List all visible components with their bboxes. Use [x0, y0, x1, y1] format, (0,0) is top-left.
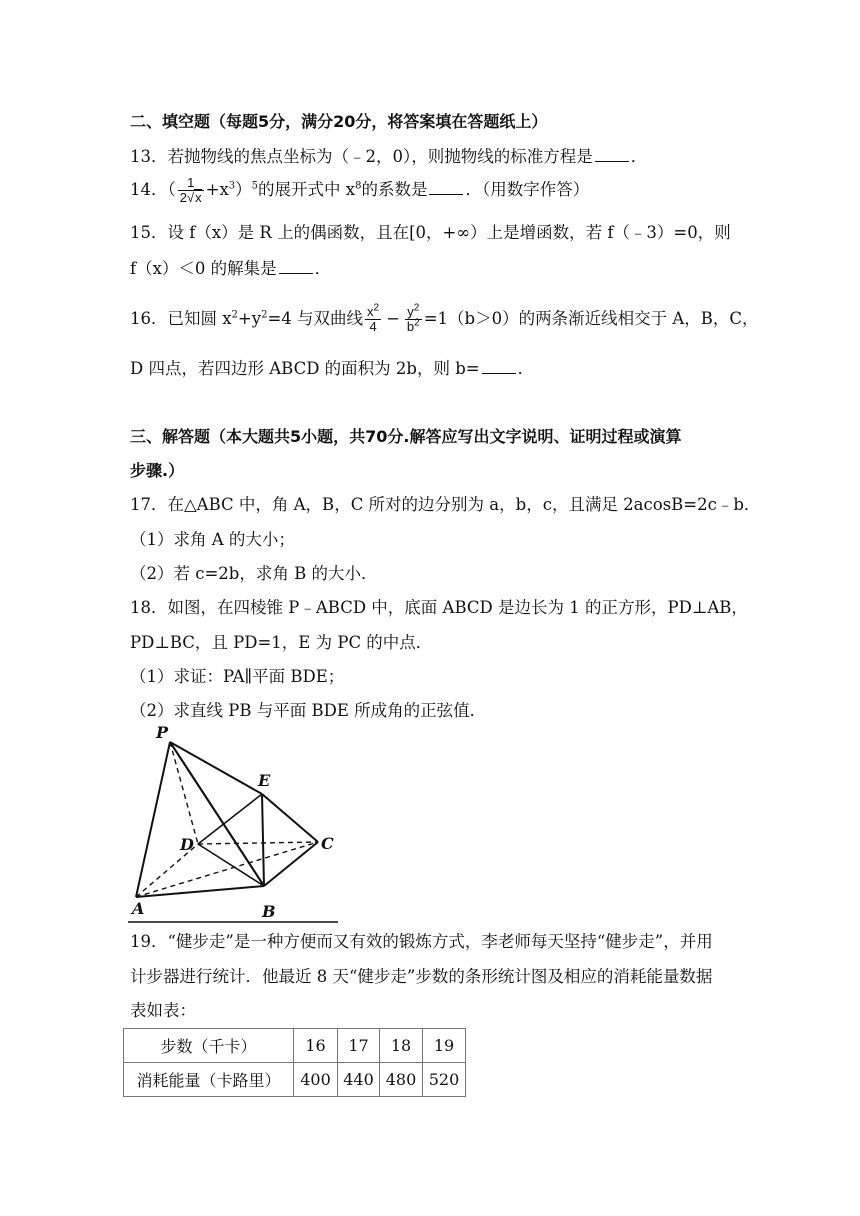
table-cell: 16	[294, 1029, 338, 1063]
q16-f2-den-exp: 2	[414, 317, 420, 329]
edge-EC	[262, 794, 318, 842]
edge-DC	[198, 842, 318, 844]
answer-blank	[429, 178, 463, 195]
q16-f2-num-var: y	[407, 304, 414, 319]
edge-DE	[198, 794, 262, 844]
question-18-stem2: PD⊥BC，且 PD=1，E 为 PC 的中点．	[130, 633, 433, 652]
question-16-line2	[130, 357, 534, 380]
q14-mid-exp: 3	[228, 180, 236, 192]
section3-heading-line2: 步骤.）	[130, 461, 185, 480]
q14-den-coef: 2	[179, 190, 187, 205]
q14-frac-denominator: 2√x	[179, 190, 202, 205]
q16-f1-num-exp: 2	[373, 302, 380, 314]
question-18-stem1: 18．如图，在四棱锥 P﹣ABCD 中，底面 ABCD 是边长为 1 的正方形，PD⊥AB，	[130, 598, 748, 617]
answer-blank	[482, 357, 516, 374]
table-row	[124, 1029, 466, 1063]
question-14	[130, 176, 589, 205]
q14-close: ）	[235, 180, 252, 199]
label-C: C	[321, 834, 334, 853]
question-16-line1	[130, 302, 759, 334]
question-15-line1: 15．设 f（x）是 R 上的偶函数，且在[0，+∞）上是增函数，若 f（﹣3）=0，则	[130, 223, 731, 242]
q16-line2-text: D 四点，若四边形 ABCD 的面积为 2b，则 b=	[130, 359, 480, 378]
label-D: D	[180, 835, 194, 854]
q14-prefix: 14．（	[130, 180, 176, 199]
q14-text-b: 的系数是	[361, 180, 428, 199]
q14-text-c: ．（用数字作答）	[465, 180, 590, 199]
q13-period: ．	[630, 147, 648, 166]
table-row	[124, 1063, 466, 1097]
q16-eq: =4 与双曲线	[267, 309, 364, 328]
q16-f1-denominator: 4	[369, 319, 377, 334]
energy-table	[123, 1028, 466, 1097]
edge-PD	[170, 742, 198, 844]
table-cell: 19	[423, 1029, 466, 1063]
q15-period: ．	[314, 259, 332, 278]
q16-exp1: 2	[231, 309, 238, 321]
q16-f1-numerator	[365, 302, 381, 320]
q16-prefix: 16．已知圆 x	[130, 309, 232, 328]
q14-den-radicand: x	[195, 190, 202, 205]
question-17-stem: 17．在△ABC 中，角 A，B，C 所对的边分别为 a，b，c，且满足 2acosB=2c﹣b．	[130, 495, 761, 514]
q16-period: ．	[517, 359, 535, 378]
table-cell: 步数（千卡）	[124, 1029, 294, 1063]
q16-after: =1（b＞0）的两条渐近线相交于 A，B，C，	[423, 309, 759, 328]
q16-fraction-1	[365, 302, 381, 334]
q14-frac-numerator: 1	[178, 176, 204, 191]
table-cell: 18	[380, 1029, 423, 1063]
edge-PB-dup	[170, 742, 264, 886]
edge-PA	[136, 742, 170, 897]
answer-blank	[279, 257, 313, 274]
q14-fraction	[178, 176, 204, 205]
q16-fraction-2	[405, 302, 422, 334]
edge-BC	[264, 842, 318, 886]
question-19-line2: 计步器进行统计．他最近 8 天“健步走”步数的条形统计图及相应的消耗能量数据	[130, 967, 713, 986]
question-15-line2	[130, 257, 331, 280]
q14-close-exp: 5	[251, 180, 259, 192]
q16-mid: +y	[237, 309, 262, 328]
question-19-line1: 19．“健步走”是一种方便而又有效的锻炼方式，李老师每天坚持“健步走”，并用	[130, 932, 713, 951]
q14-mid: +x	[205, 180, 229, 199]
q14-text-a: 的展开式中 x	[258, 180, 356, 199]
table-cell: 消耗能量（卡路里）	[124, 1063, 294, 1097]
question-13	[130, 145, 647, 168]
table-cell: 480	[380, 1063, 423, 1097]
question-18-part2: （2）求直线 PB 与平面 BDE 所成角的正弦值．	[130, 701, 487, 720]
edge-PE	[170, 742, 262, 794]
q16-f2-denominator	[405, 317, 422, 334]
label-E: E	[258, 771, 271, 790]
pyramid-figure	[128, 722, 348, 932]
table-cell: 520	[423, 1063, 466, 1097]
question-18-part1: （1）求证：PA∥平面 BDE；	[130, 667, 345, 686]
q16-f2-num-exp: 2	[413, 302, 420, 314]
question-17-part1: （1）求角 A 的大小；	[130, 530, 295, 549]
question-19-line3: 表如表：	[130, 1001, 196, 1020]
table-cell: 400	[294, 1063, 338, 1097]
q16-minus: −	[386, 309, 400, 328]
table-cell: 440	[338, 1063, 380, 1097]
q16-f2-den-var: b	[406, 319, 415, 334]
table-cell: 17	[338, 1029, 380, 1063]
q14-text-a-exp: 8	[355, 180, 362, 192]
label-A: A	[132, 899, 145, 918]
answer-blank	[595, 145, 629, 162]
q13-text: 13．若抛物线的焦点坐标为（﹣2，0），则抛物线的标准方程是	[130, 147, 593, 166]
question-17-part2: （2）若 c=2b，求角 B 的大小．	[130, 564, 378, 583]
section2-heading: 二、填空题（每题5分，满分20分，将答案填在答题纸上）	[130, 112, 548, 131]
label-B: B	[262, 902, 276, 921]
q15-line2-text: f（x）＜0 的解集是	[130, 259, 277, 278]
section3-heading-line1: 三、解答题（本大题共5小题，共70分.解答应写出文字说明、证明过程或演算	[130, 427, 682, 446]
q16-exp2: 2	[261, 309, 268, 321]
label-P: P	[156, 723, 169, 742]
edge-DB	[198, 844, 264, 886]
edge-EB	[262, 794, 264, 886]
q16-f1-num-var: x	[367, 304, 374, 319]
